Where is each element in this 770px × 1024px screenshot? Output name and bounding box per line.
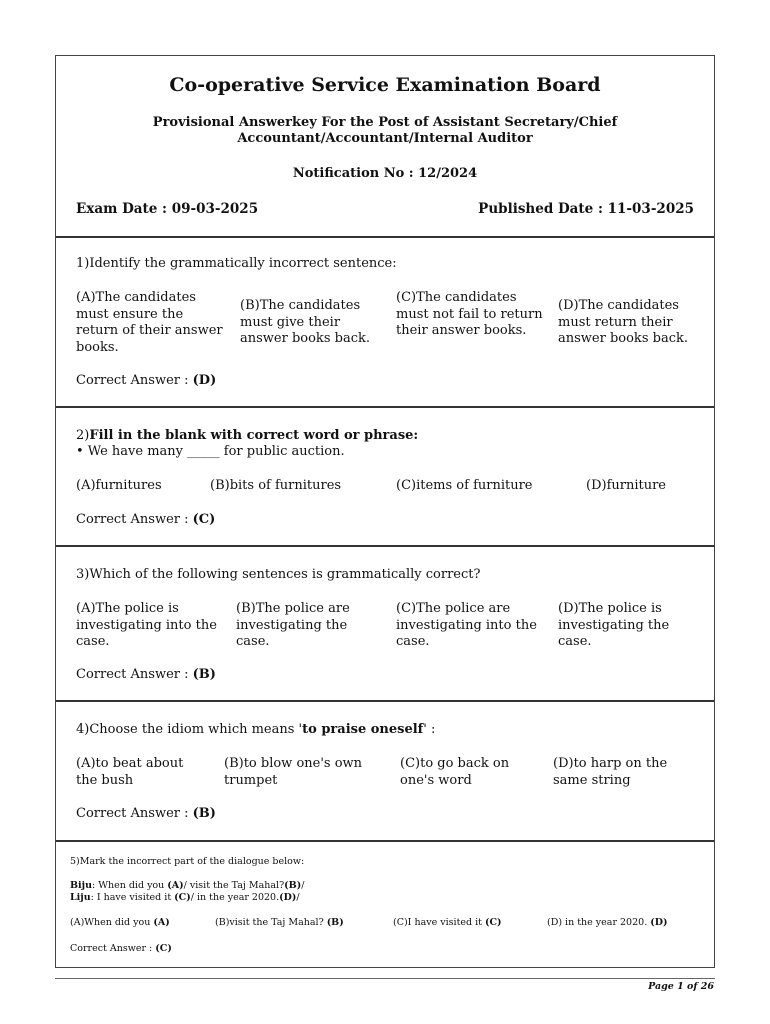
footer-divider [55,978,715,979]
option-d: (D)The candidates must return their answer books back. [558,298,688,346]
question-number: 2) [76,428,90,443]
option-b: (B)The police are investigating the case. [236,601,350,649]
option-c [393,917,502,930]
option-b [215,917,344,930]
option-text: (A)When did you [70,917,154,928]
answerkey-sheet [55,55,715,968]
question-sentence: • We have many _____ for public auction. [76,444,345,459]
option-d: (D)to harp on the same string [553,756,668,788]
correct-answer [76,512,215,527]
exam-date: Exam Date : 09-03-2025 [76,201,259,217]
dialogue-part: / [296,892,300,903]
answer-label: Correct Answer : [76,512,189,527]
question-2 [56,408,714,547]
answer-value: (C) [155,943,172,954]
option-mark: (C) [484,917,502,928]
answer-label: Correct Answer : [70,943,153,954]
answer-label: Correct Answer : [76,373,189,388]
answer-value: (B) [192,667,216,682]
question-suffix: ' : [423,722,436,737]
option-c: (C)items of furniture [396,478,533,493]
question-3 [56,547,714,702]
subtitle: Provisional Answerkey For the Post of Assistant Secretary/Chief Accountant/Accountant/Internal Auditor [152,115,618,146]
dialogue-part: / in the year 2020. [190,892,280,903]
question-text [76,722,696,738]
speaker-name: Biju [70,880,92,891]
speaker-name: Liju [70,892,91,903]
answer-label: Correct Answer : [76,667,189,682]
option-c: (C)The police are investigating into the case. [396,601,537,649]
option-mark: (B) [326,917,344,928]
published-date: Published Date : 11-03-2025 [478,201,694,217]
answer-label: Correct Answer : [76,806,189,821]
question-instruction: Fill in the blank with correct word or phrase: [89,428,419,443]
option-text: (C)I have visited it [393,917,485,928]
question-text: 1)Identify the grammatically incorrect sentence: [76,256,397,271]
option-c: (C)The candidates must not fail to return their answer books. [396,290,543,338]
question-text: 5)Mark the incorrect part of the dialogue below: [70,856,305,867]
option-b: (B)bits of furnitures [210,478,342,493]
dialogue-line-2 [70,892,300,905]
option-a [70,917,170,930]
option-text: (B)visit the Taj Mahal? [215,917,327,928]
option-b: (B)The candidates must give their answer books back. [240,298,370,346]
part-mark: (B) [284,880,302,891]
answer-value: (B) [192,806,216,821]
part-mark: (D) [279,892,297,903]
option-b: (B)to blow one's own trumpet [224,756,363,788]
option-d: (D)The police is investigating the case. [558,601,670,649]
page-title: Co-operative Service Examination Board [169,74,601,96]
correct-answer [70,943,172,956]
question-text: 3)Which of the following sentences is grammatically correct? [76,567,481,582]
option-a: (A)The candidates must ensure the return of their answer books. [76,290,223,355]
question-4 [56,702,714,842]
question-1 [56,236,714,408]
option-c: (C)to go back on one's word [400,756,510,788]
option-a: (A)The police is investigating into the case. [76,601,217,649]
notification-number: Notification No : 12/2024 [292,166,478,181]
question-text [76,428,696,460]
option-d [547,917,667,930]
correct-answer [76,667,216,682]
question-idiom-meaning: to praise oneself [302,722,424,737]
dialogue-part: : When did you [91,880,168,891]
correct-answer [76,373,216,388]
option-mark: (D) [650,917,668,928]
answer-value: (C) [192,512,216,527]
option-d: (D)furniture [586,478,666,493]
correct-answer [76,806,216,821]
dialogue-part: : I have visited it [90,892,175,903]
option-a: (A)to beat about the bush [76,756,184,788]
dialogue-part: / visit the Taj Mahal? [183,880,285,891]
question-prefix: 4)Choose the idiom which means ' [76,722,303,737]
part-mark: (C) [174,892,191,903]
question-5 [56,842,714,967]
page-number: Page 1 of 26 [648,981,714,992]
answer-value: (D) [192,373,217,388]
option-text: (D) in the year 2020. [547,917,651,928]
header [56,56,714,238]
dialogue-line-1 [70,880,304,893]
dialogue-part: / [301,880,305,891]
option-mark: (A) [153,917,170,928]
option-a: (A)furnitures [76,478,162,493]
part-mark: (A) [167,880,184,891]
